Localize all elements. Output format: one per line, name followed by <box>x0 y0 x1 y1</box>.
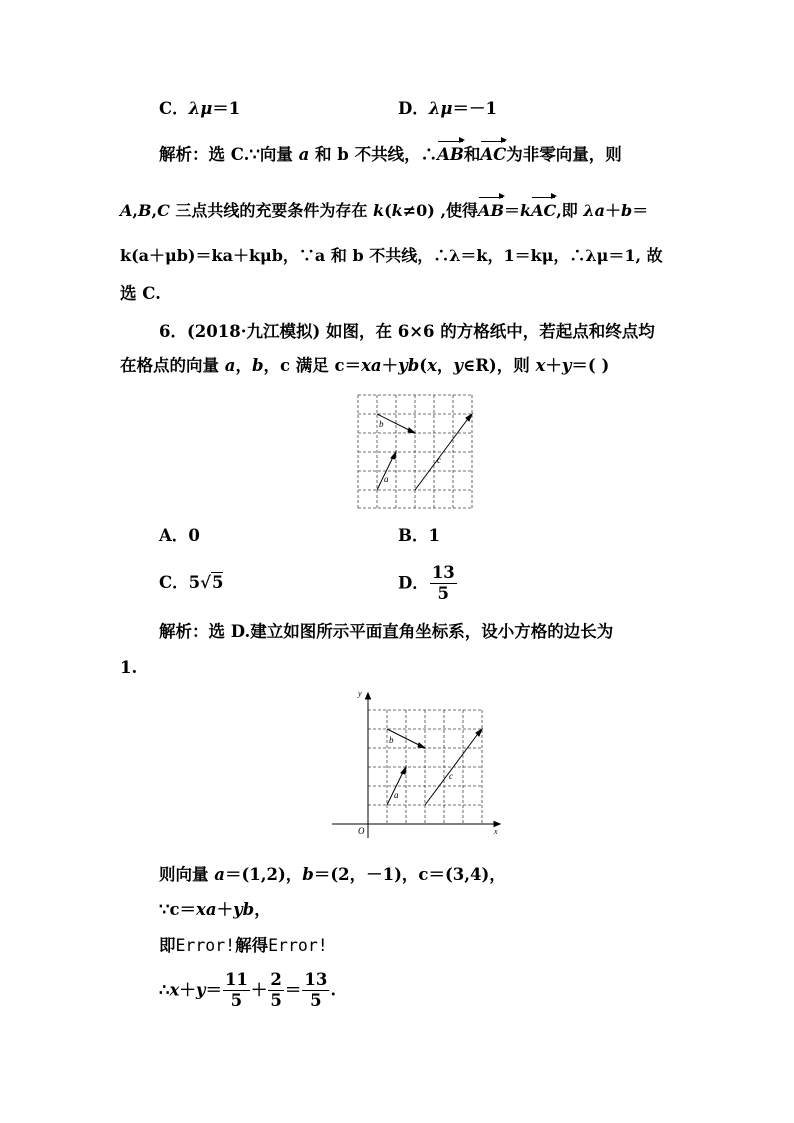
work-line-1: 则向量 a＝(1,2)，b＝(2，－1)，c＝(3,4)， <box>159 865 506 884</box>
label-b-2: b <box>389 735 394 745</box>
option-b: B．1 <box>398 526 440 545</box>
grid-figure-1 <box>356 392 476 510</box>
x-axis-label: x <box>494 827 498 836</box>
vector-ac: AC <box>480 145 507 164</box>
solution-2-line-1: 解析：选 D.建立如图所示平面直角坐标系，设小方格的边长为 <box>159 622 614 641</box>
option-c: C．5√5 <box>159 573 224 592</box>
option-a: A．0 <box>159 526 200 545</box>
question-6-line-2: 在格点的向量 a，b，c 满足 c＝xa＋yb(x，y∈R)，则 x＋y＝( ) <box>120 356 610 375</box>
question-6-line-1: 6．(2018·九江模拟) 如图，在 6×6 的方格纸中，若起点和终点均 <box>159 322 655 341</box>
work-line-2: ∵c＝xa＋yb， <box>159 900 271 919</box>
label-a-2: a <box>394 790 399 800</box>
label-a: a <box>384 474 389 484</box>
label-b: b <box>379 419 384 429</box>
option-d: D． $\frac{13}{5}$ <box>398 563 455 603</box>
fraction-11-5: $\frac{11}{5}$ <box>224 970 248 1010</box>
label-c: c <box>437 455 441 465</box>
vector-ac-2: AC <box>531 201 557 220</box>
work-line-4: ∴x＋y＝ $\frac{11}{5}$ ＋ $\frac{2}{5}$ ＝ $\frac{13}{5}$ . <box>159 970 337 1010</box>
vector-c <box>415 416 470 490</box>
label-c-2: c <box>449 771 453 781</box>
prev-option-c: C．λμ＝1 <box>159 99 241 118</box>
solution-1-line-1: 解析：选 C.∵向量 a 和 b 不共线，∴AB和AC为非零向量，则 <box>159 145 622 164</box>
prev-option-d: D．λμ＝－1 <box>398 99 497 118</box>
vector-c-2 <box>425 731 480 805</box>
fraction-13-5-result: $\frac{13}{5}$ <box>304 970 328 1010</box>
grid-figure-2 <box>328 684 506 844</box>
vector-ab: AB <box>437 145 464 164</box>
solution-1-line-4: 选 C. <box>120 284 161 303</box>
vector-ab-2: AB <box>478 201 504 220</box>
fraction-2-5: $\frac{2}{5}$ <box>270 970 282 1010</box>
y-axis-label: y <box>358 689 362 698</box>
solution-1-line-3: k(a＋μb)＝ka＋kμb，∵a 和 b 不共线，∴λ＝k，1＝kμ，∴λμ＝1, 故 <box>120 246 663 265</box>
solution-2-line-2: 1. <box>120 658 138 677</box>
origin-label: O <box>358 826 365 836</box>
sqrt-symbol: √5 <box>200 573 224 592</box>
fraction-13-5: $\frac{13}{5}$ <box>431 563 455 603</box>
solution-1-line-2: A,B,C 三点共线的充要条件为存在 k(k≠0) ,使得AB＝kAC,即 λa＋b＝ <box>120 201 649 220</box>
work-line-3: 即Error!解得Error! <box>159 936 328 955</box>
